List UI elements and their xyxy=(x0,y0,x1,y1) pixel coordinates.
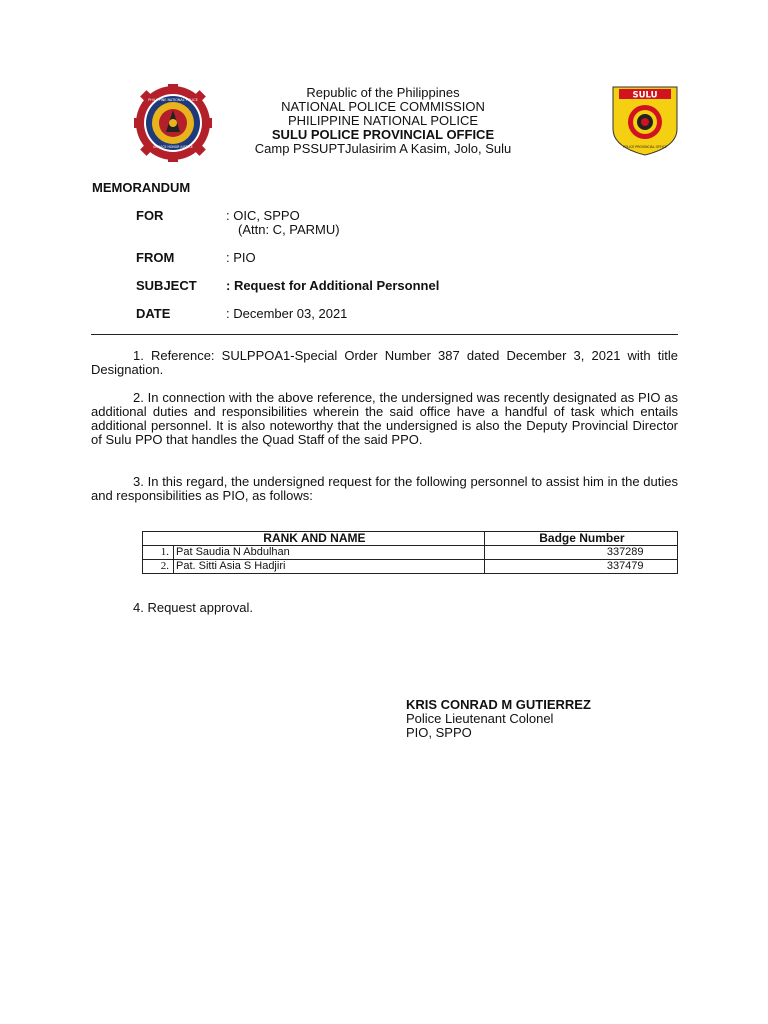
pnp-seal-ring-text: PHILIPPINE NATIONAL POLICE xyxy=(148,98,198,102)
signatory-name: KRIS CONRAD M GUTIERREZ xyxy=(406,697,591,712)
table-row xyxy=(143,560,678,574)
paragraph-4 xyxy=(91,601,678,615)
from-value: : PIO xyxy=(226,250,256,265)
signatory-rank: Police Lieutenant Colonel xyxy=(406,711,554,726)
paragraph-3 xyxy=(91,475,678,503)
row-badge: 337289 xyxy=(484,546,677,560)
subject-label: SUBJECT xyxy=(136,278,197,293)
date-value: : December 03, 2021 xyxy=(226,306,348,321)
paragraph-2 xyxy=(91,391,678,447)
for-label: FOR xyxy=(136,208,164,223)
paragraph-1-text: 1. Reference: SULPPOA1-Special Order Number 387 dated December 3, 2021 with title Designation. xyxy=(91,348,678,377)
for-attn: (Attn: C, PARMU) xyxy=(238,222,340,237)
pnp-seal-bottom-text: SERVICE HONOR JUSTICE xyxy=(153,145,193,149)
personnel-table xyxy=(142,531,678,574)
table-row xyxy=(143,546,678,560)
letterhead-republic: Republic of the Philippines xyxy=(306,85,460,100)
letterhead-napolcom: NATIONAL POLICE COMMISSION xyxy=(281,99,485,114)
letterhead-address: Camp PSSUPTJulasirim A Kasim, Jolo, Sulu xyxy=(254,141,512,156)
sulu-ppo-seal-logo xyxy=(611,85,679,157)
paragraph-3-text: 3. In this regard, the undersigned request for the following personnel to assist him in the duties and responsibilities as PIO, as follows: xyxy=(91,474,678,503)
from-label: FROM xyxy=(136,250,175,265)
header-rank-name: RANK AND NAME xyxy=(143,532,485,546)
row-name: Pat. Sitti Asia S Hadjiri xyxy=(174,560,485,574)
letterhead xyxy=(218,86,548,156)
sulu-seal-top-text: SULU xyxy=(632,90,658,101)
paragraph-2-text: 2. In connection with the above reference, the undersigned was recently designated as PIO as additional duties and responsibilities wherein the said office have a handful of task which entails additional personnel. It is also noteworthy that the undersigned is also the Deputy Provincial Director of Sulu PPO that handles the Quad Staff of the said PPO. xyxy=(91,390,678,447)
header-badge-number: Badge Number xyxy=(484,532,677,546)
signatory-position: PIO, SPPO xyxy=(406,725,472,740)
paragraph-4-text: 4. Request approval. xyxy=(133,600,253,615)
header-divider xyxy=(91,334,678,335)
subject-value: : Request for Additional Personnel xyxy=(226,278,440,293)
for-value: : OIC, SPPO xyxy=(226,208,300,223)
letterhead-office: SULU POLICE PROVINCIAL OFFICE xyxy=(271,127,495,142)
memo-title: MEMORANDUM xyxy=(92,180,191,195)
date-label: DATE xyxy=(136,306,171,321)
paragraph-1 xyxy=(91,349,678,377)
pnp-seal-logo xyxy=(133,84,213,162)
row-name: Pat Saudia N Abdulhan xyxy=(174,546,485,560)
signature-block xyxy=(406,698,591,740)
letterhead-pnp: PHILIPPINE NATIONAL POLICE xyxy=(288,113,478,128)
row-number: 2. xyxy=(143,560,174,574)
sulu-seal-bottom-text: POLICE PROVINCIAL OFFICE xyxy=(623,145,667,149)
row-badge: 337479 xyxy=(484,560,677,574)
row-number: 1. xyxy=(143,546,174,560)
table-header-row xyxy=(143,532,678,546)
